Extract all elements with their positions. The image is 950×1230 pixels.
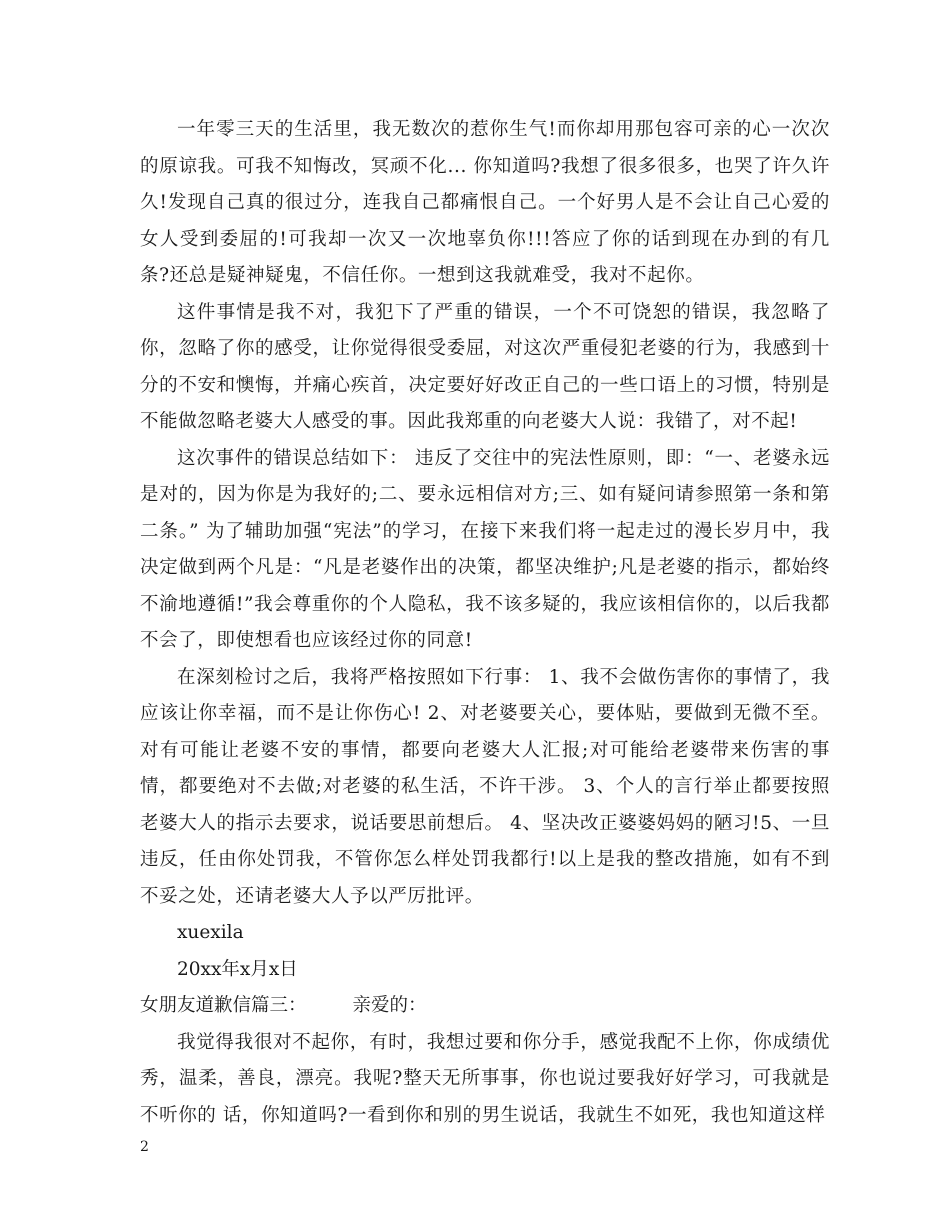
section-title: 女朋友道歉信篇三：: [140, 995, 307, 1016]
paragraph-5: 我觉得我很对不起你，有时，我想过要和你分手，感觉我配不上你，你成绩优秀，温柔，善良，漂亮。我呢?整天无所事事，你也说过要我好好学习，可我就是不听你的 话，你知道吗?一看到你和别的男生说话，我就生不如死，我也知道这样: [140, 1031, 830, 1126]
section-heading-line: [140, 988, 830, 1025]
signature: xuexila: [177, 922, 244, 943]
paragraph-2: 这件事情是我不对，我犯下了严重的错误，一个不可饶恕的错误，我忽略了你，忽略了你的感受，让你觉得很受委屈，对这次严重侵犯老婆的行为，我感到十分的不安和懊悔，并痛心疾首，决定要好好改正自己的一些口语上的习惯，特别是不能做忽略老婆大人感受的事。因此我郑重的向老婆大人说：我错了，对不起!: [140, 301, 830, 432]
paragraph-3: 这次事件的错误总结如下： 违反了交往中的宪法性原则，即：“一、老婆永远是对的，因为你是为我好的;二、要永远相信对方;三、如有疑问请参照第一条和第二条。” 为了辅助加强“宪法”的学习，在接下来我们将一起走过的漫长岁月中，我决定做到两个凡是：“凡是老婆作出的决策，都坚决维护;凡是老婆的指示，都始终不渝地遵循!”我会尊重你的个人隐私，我不该多疑的，我应该相信你的，以后我都不会了，即使想看也应该经过你的同意!: [140, 447, 830, 651]
date-line: 20xx年x月x日: [177, 958, 298, 980]
page-number: 2: [140, 1139, 149, 1155]
document-body: [140, 112, 830, 1134]
greeting: 亲爱的：: [352, 995, 427, 1016]
paragraph-4: 在深刻检讨之后，我将严格按照如下行事： 1、我不会做伤害你的事情了，我应该让你幸福，而不是让你伤心! 2、对老婆要关心，要体贴，要做到无微不至。对有可能让老婆不安的事情，都要向老婆大人汇报;对可能给老婆带来伤害的事情，都要绝对不去做;对老婆的私生活，不许干涉。 3、个人的言行举止都要按照老婆大人的指示去要求，说话要思前想后。 4、坚决改正婆婆妈妈的陋习!5、一旦违反，任由你处罚我，不管你怎么样处罚我都行!以上是我的整改措施，如有不到不妥之处，还请老婆大人予以严厉批评。: [140, 666, 830, 907]
paragraph-1: 一年零三天的生活里，我无数次的惹你生气!而你却用那包容可亲的心一次次的原谅我。可我不知悔改，冥顽不化... 你知道吗?我想了很多很多，也哭了许久许久!发现自己真的很过分，连我自己都痛恨自己。一个好男人是不会让自己心爱的女人受到委屈的!可我却一次又一次地辜负你!!!答应了你的话到现在办到的有几条?还总是疑神疑鬼，不信任你。一想到这我就难受，我对不起你。: [140, 119, 830, 286]
